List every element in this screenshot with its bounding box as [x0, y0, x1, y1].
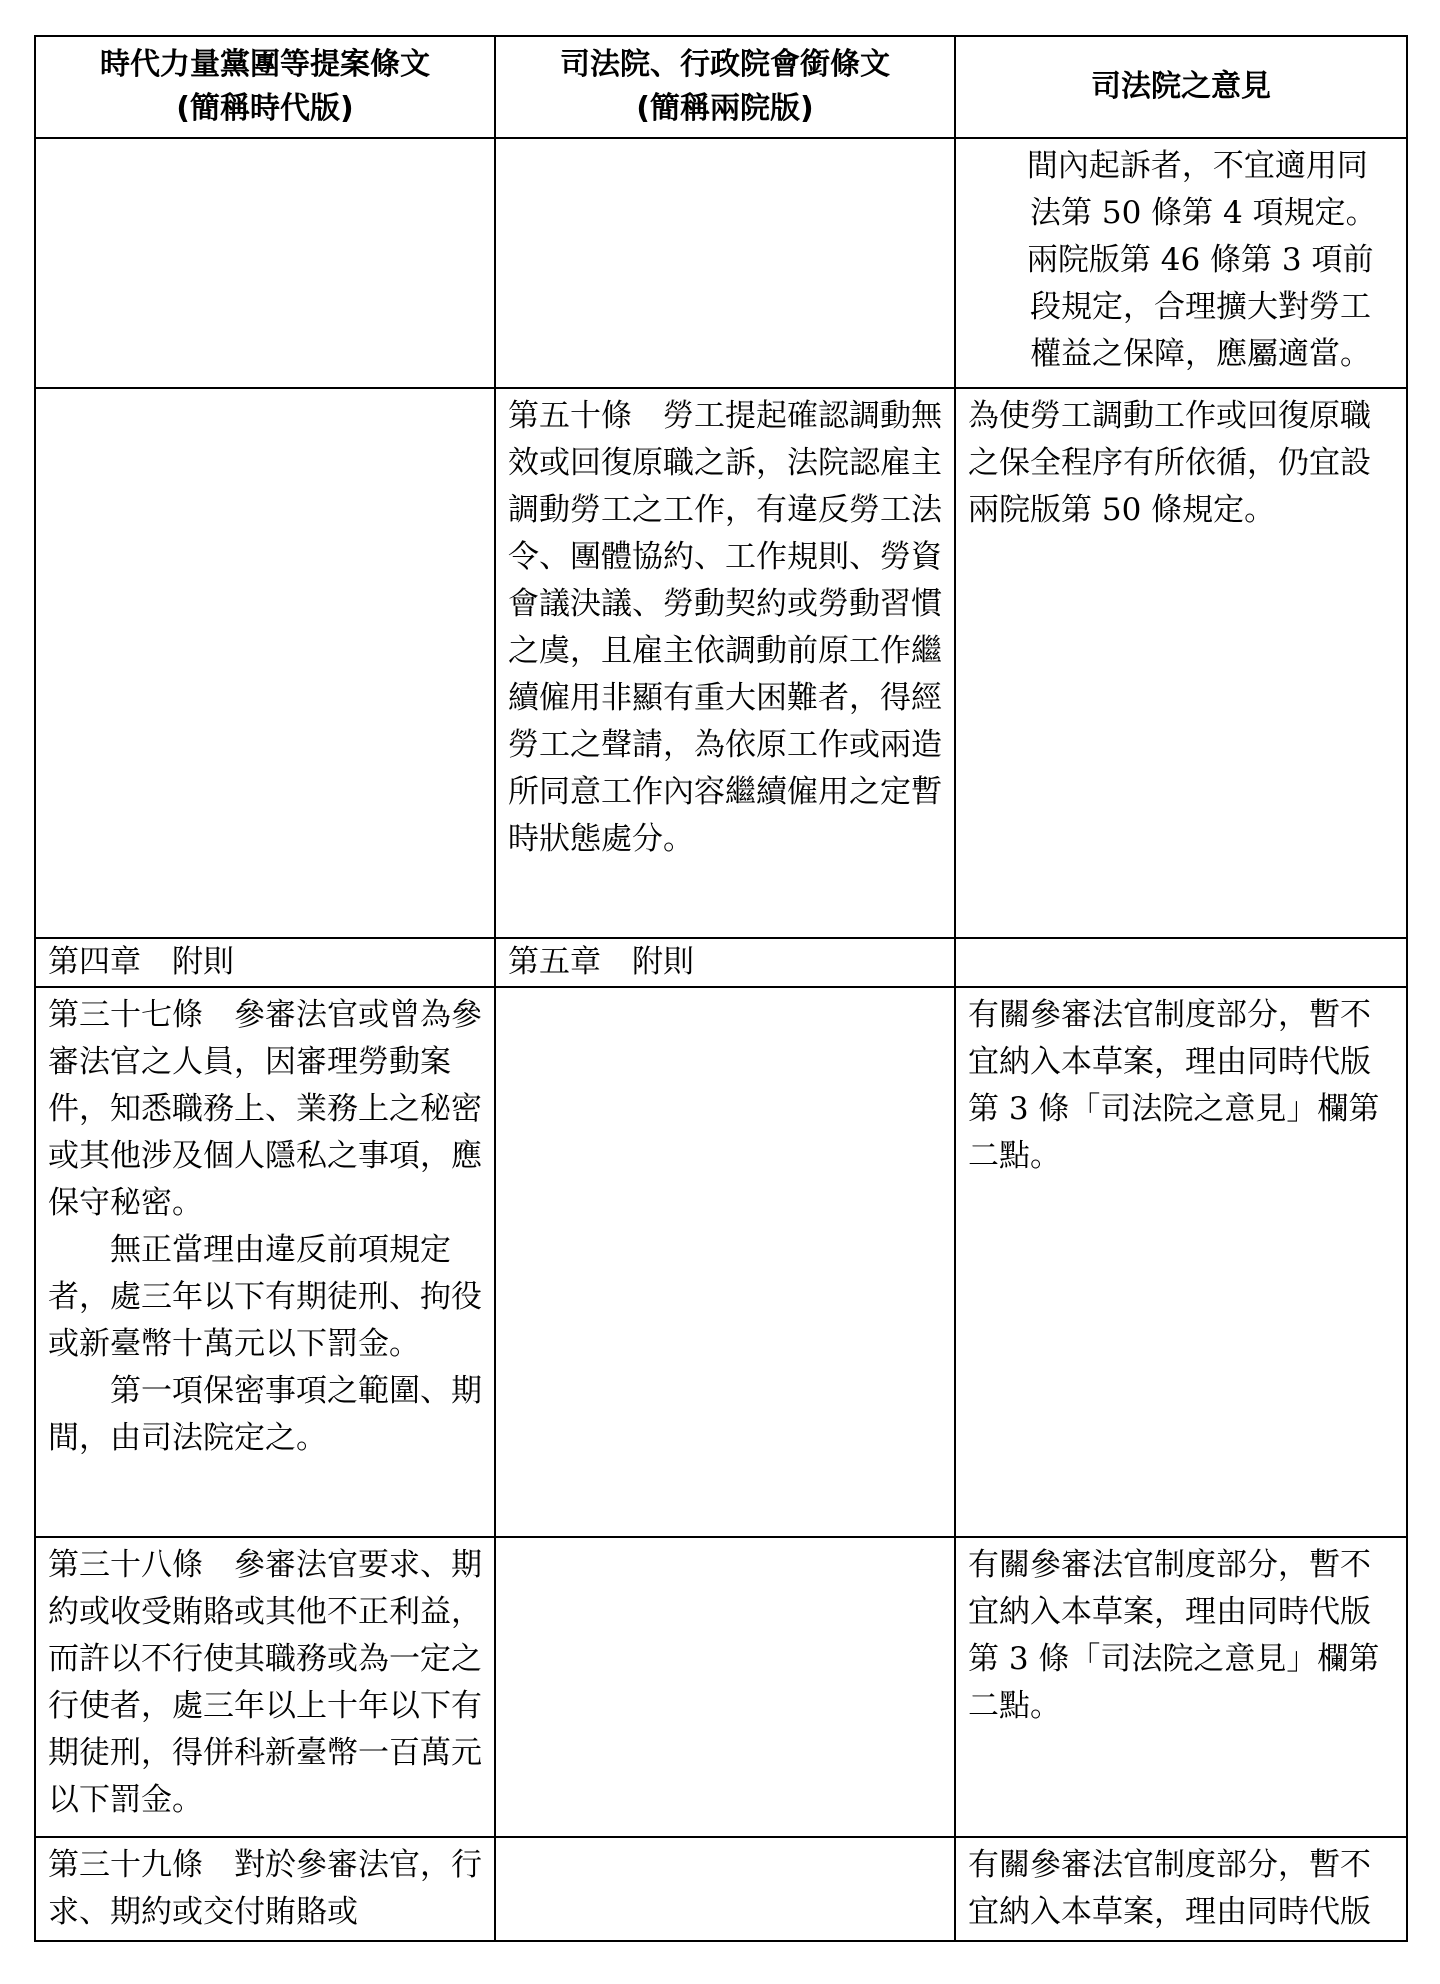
cell-time-version — [35, 987, 495, 1537]
article-39-text: 第三十九條 對於參審法官，行求、期約或交付賄賂或 — [48, 1847, 482, 1930]
cell-two-courts-version — [495, 138, 955, 388]
header-time-version-subtitle: (簡稱時代版) — [176, 91, 354, 126]
article-38-text: 第三十八條 參審法官要求、期約或收受賄賂或其他不正利益，而許以不行使其職務或為一定之行使者，處三年以上十年以下有期徒刑，得併科新臺幣一百萬元以下罰金。 — [48, 1547, 482, 1818]
header-time-version — [35, 36, 495, 138]
cell-judicial-opinion — [955, 388, 1407, 938]
cell-time-version — [35, 388, 495, 938]
article-37-paragraph-3: 第一項保密事項之範圍、期間，由司法院定之。 — [48, 1373, 482, 1456]
article-37-text: 第三十七條 參審法官或曾為參審法官之人員，因審理勞動案件，知悉職務上、業務上之秘密或其他涉及個人隱私之事項，應保守秘密。 — [48, 997, 482, 1221]
opinion-paragraph: 有關參審法官制度部分，暫不宜納入本草案，理由同時代版 — [968, 1847, 1371, 1930]
cell-judicial-opinion — [955, 138, 1407, 388]
cell-two-courts-version — [495, 987, 955, 1537]
cell-judicial-opinion — [955, 1837, 1407, 1941]
opinion-paragraph: 有關參審法官制度部分，暫不宜納入本草案，理由同時代版第 3 條「司法院之意見」欄第二點。 — [968, 997, 1380, 1174]
header-two-courts-title: 司法院、行政院會銜條文 — [560, 47, 890, 82]
table-row — [35, 388, 1407, 938]
cell-time-version — [35, 1837, 495, 1941]
cell-judicial-opinion — [955, 1537, 1407, 1837]
header-judicial-opinion — [955, 36, 1407, 138]
opinion-paragraph: 有關參審法官制度部分，暫不宜納入本草案，理由同時代版第 3 條「司法院之意見」欄第二點。 — [968, 1547, 1380, 1724]
cell-two-courts-version — [495, 388, 955, 938]
cell-time-version — [35, 938, 495, 987]
cell-time-version — [35, 1537, 495, 1837]
table-header-row — [35, 36, 1407, 138]
cell-two-courts-version — [495, 1537, 955, 1837]
header-two-courts-version — [495, 36, 955, 138]
table-row — [35, 987, 1407, 1537]
comparison-table — [34, 35, 1408, 1942]
table-row — [35, 1837, 1407, 1941]
chapter-heading: 第四章 附則 — [48, 944, 234, 980]
cell-time-version — [35, 138, 495, 388]
cell-two-courts-version — [495, 1837, 955, 1941]
table-row — [35, 1537, 1407, 1837]
header-time-version-title: 時代力量黨團等提案條文 — [100, 47, 430, 82]
cell-judicial-opinion — [955, 987, 1407, 1537]
article-50-text: 第五十條 勞工提起確認調動無效或回復原職之訴，法院認雇主調動勞工之工作，有違反勞工法令、團體協約、工作規則、勞資會議決議、勞動契約或勞動習慣之虞，且雇主依調動前原工作繼續僱用非顯有重大困難者，得經勞工之聲請，為依原工作或兩造所同意工作內容繼續僱用之定暫時狀態處分。 — [508, 398, 942, 857]
opinion-paragraph: 兩院版第 46 條第 3 項前段規定，合理擴大對勞工權益之保障，應屬適當。 — [1026, 242, 1374, 372]
cell-judicial-opinion — [955, 938, 1407, 987]
opinion-paragraph: 為使勞工調動工作或回復原職之保全程序有所依循，仍宜設兩院版第 50 條規定。 — [968, 398, 1371, 528]
header-two-courts-subtitle: (簡稱兩院版) — [636, 91, 814, 126]
cell-two-courts-version — [495, 938, 955, 987]
header-judicial-opinion-title: 司法院之意見 — [1091, 69, 1271, 104]
table-row-chapter — [35, 938, 1407, 987]
table-row — [35, 138, 1407, 388]
article-37-paragraph-2: 無正當理由違反前項規定者，處三年以下有期徒刑、拘役或新臺幣十萬元以下罰金。 — [48, 1232, 482, 1362]
opinion-paragraph: 間內起訴者，不宜適用同法第 50 條第 4 項規定。 — [1026, 148, 1377, 231]
chapter-heading: 第五章 附則 — [508, 944, 694, 980]
